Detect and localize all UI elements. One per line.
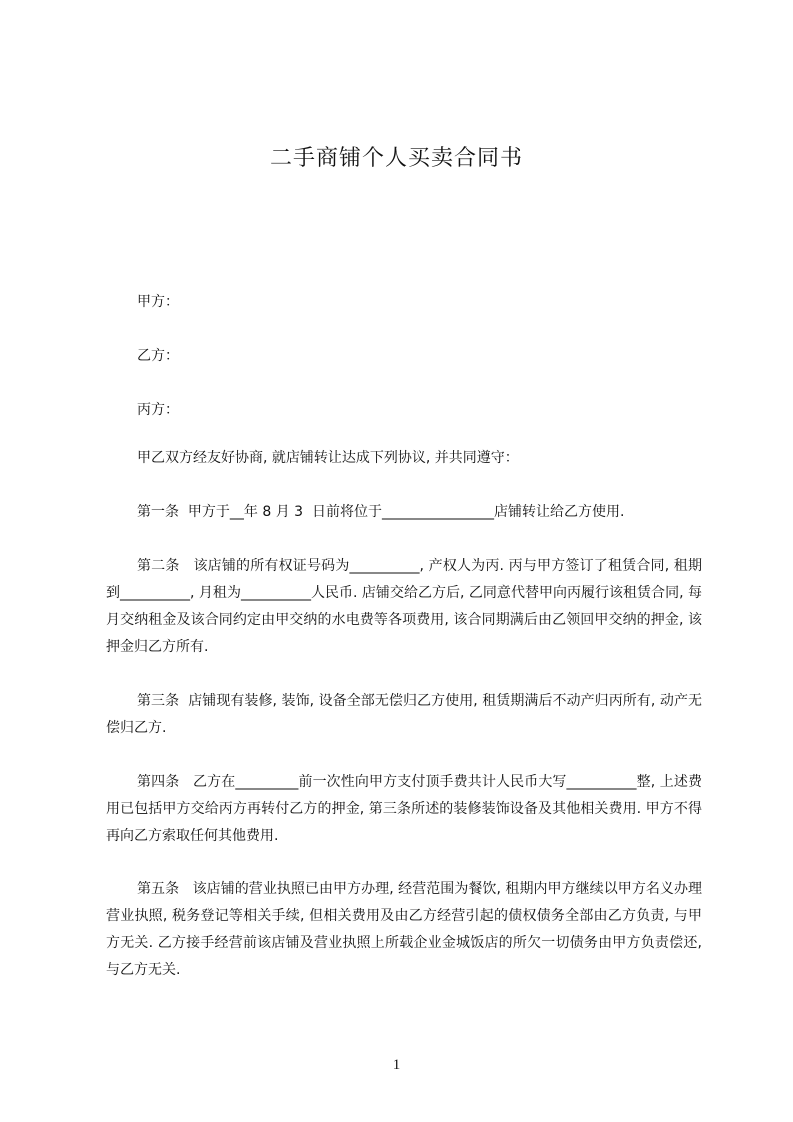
document-title: 二手商铺个人买卖合同书 [269,146,523,171]
article-2: 第二条 该店铺的所有权证号码为__________, 产权人为丙. 丙与甲方签订了租赁合同, 租期到__________, 月租为__________人民币. 店铺交给乙方后, 乙同意代替甲向丙履行该租赁合同, 每月交纳租金及该合同约定由甲交纳的水电费等各项费用, 该合同期满后由乙领回甲交纳的押金, 该押金归乙方所有. [106,558,702,655]
party-c-label: 丙方： [137,402,179,418]
article-1: 第一条 甲方于__年 8 月 3 日前将位于________________店铺转让给乙方使用. [137,504,625,520]
article-5: 第五条 该店铺的营业执照已由甲方办理, 经营范围为餐饮, 租期内甲方继续以甲方名义办理营业执照, 税务登记等相关手续, 但相关费用及由乙方经营引起的债权债务全部由乙方负责, 与甲方无关. 乙方接手经营前该店铺及营业执照上所载企业金城饭店的所欠一切债务由甲方负责偿还, 与乙方无关. [106,881,707,978]
article-3: 第三条 店铺现有装修, 装饰, 设备全部无偿归乙方使用, 租赁期满后不动产归丙所有, 动产无偿归乙方. [106,693,702,736]
article-4: 第四条 乙方在_________前一次性向甲方支付顶手费共计人民币大写__________整, 上述费用已包括甲方交给丙方再转付乙方的押金, 第三条所述的装修装饰设备及其他相关费用. 甲方不得再向乙方索取任何其他费用. [106,774,702,844]
party-a-label: 甲方： [137,294,179,310]
party-b-label: 乙方： [137,348,179,364]
page-number: 1 [392,1057,401,1073]
intro-paragraph: 甲乙双方经友好协商, 就店铺转让达成下列协议, 并共同遵守： [137,450,519,466]
